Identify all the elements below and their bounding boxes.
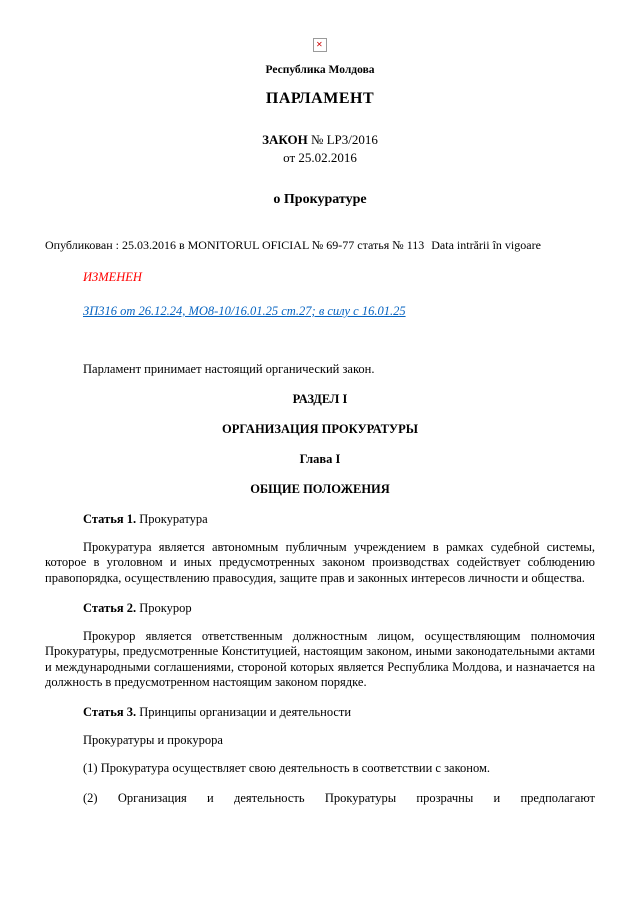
law-number-line — [45, 132, 595, 148]
article-3-clause-2: (2) Организация и деятельность Прокуратуры прозрачны и предполагают — [83, 790, 595, 805]
amended-status-label: ИЗМЕНЕН — [83, 270, 142, 284]
publication-line — [45, 238, 595, 253]
chapter-title: ОБЩИЕ ПОЛОЖЕНИЯ — [250, 481, 390, 496]
broken-image-icon — [313, 38, 327, 52]
amendment-link[interactable]: ЗП316 от 26.12.24, МО8-10/16.01.25 ст.27; в силу с 16.01.25 — [83, 304, 406, 318]
article-1-label: Статья 1. — [83, 511, 137, 526]
article-1-heading — [45, 512, 595, 527]
law-number: № LP3/2016 — [310, 132, 378, 147]
section-label: РАЗДЕЛ I — [292, 391, 348, 406]
institution-title: ПАРЛАМЕНТ — [265, 90, 375, 107]
article-1-paragraph: Прокуратура является автономным публичным учреждением в рамках судебной системы, которое в уголовном и иных предусмотренных законом производствах содействует соблюдению правопорядка, осуществлению правосудия, защите прав и законных интересов личности и общества. — [45, 539, 595, 585]
chapter-label: Глава I — [299, 451, 341, 466]
preamble-paragraph: Парламент принимает настоящий органический закон. — [83, 362, 375, 376]
amendment-link-row — [83, 302, 595, 320]
law-title: о Прокуратуре — [273, 192, 367, 207]
in-force-label: Data intrării în vigoare — [431, 238, 541, 252]
article-1-title: Прокуратура — [139, 511, 208, 526]
header-image-row — [45, 36, 595, 54]
article-3-label: Статья 3. — [83, 705, 137, 719]
article-2-title: Прокурор — [139, 600, 192, 615]
article-2-label: Статья 2. — [83, 600, 137, 615]
country-title: Республика Молдова — [265, 64, 375, 76]
law-label: ЗАКОН — [262, 132, 308, 147]
article-2-heading — [45, 601, 595, 616]
publication-info: Опубликован : 25.03.2016 в MONITORUL OFICIAL № 69-77 статья № 113 — [45, 238, 425, 252]
law-date: от 25.02.2016 — [283, 150, 357, 165]
article-3-subtitle: Прокуратуры и прокурора — [83, 733, 223, 747]
article-2-paragraph: Прокурор является ответственным должностным лицом, осуществляющим полномочия Прокуратуры, предусмотренные Конституцией, настоящим законом, иными законодательными актами и международными соглашениями, стороной которых является Республика Молдова, и назначается на должность в предусмотренном настоящим законом порядке. — [45, 628, 595, 690]
article-3-title: Принципы организации и деятельности — [139, 705, 352, 719]
article-3-clause-1: (1) Прокуратура осуществляет свою деятельность в соответствии с законом. — [83, 761, 491, 775]
article-3-heading — [45, 705, 595, 720]
section-title: ОРГАНИЗАЦИЯ ПРОКУРАТУРЫ — [221, 421, 419, 436]
